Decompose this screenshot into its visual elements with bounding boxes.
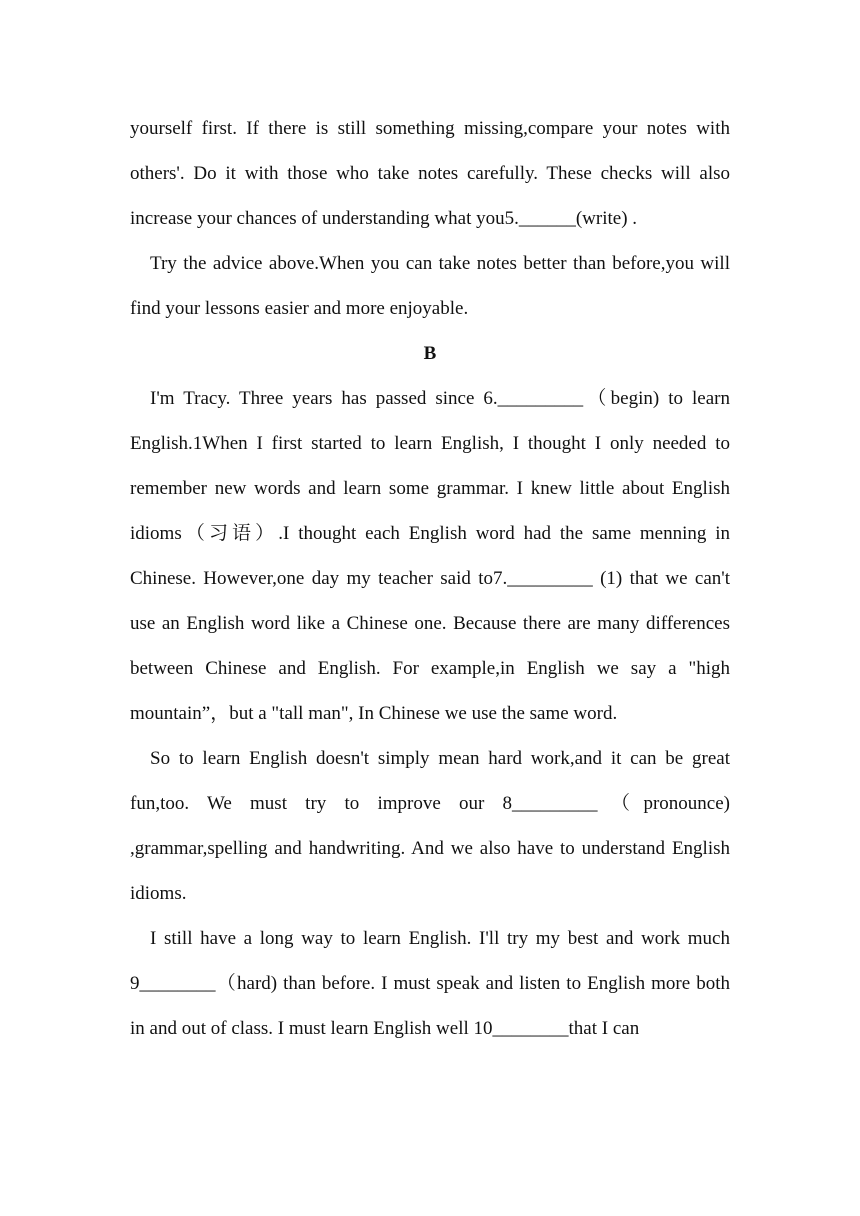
paragraph-a-continuation: yourself first. If there is still something missing,compare your notes with others'. Do it with those who take notes carefully. These checks will also increase your chances of understanding what you5.______(write) . xyxy=(130,118,730,229)
paragraph-b-2: So to learn English doesn't simply mean hard work,and it can be great fun,too. We must try to improve our 8_________（pronounce) ,grammar,spelling and handwriting. And we also have to understand English idioms. xyxy=(130,748,730,904)
paragraph-a-conclusion: Try the advice above.When you can take notes better than before,you will find your lessons easier and more enjoyable. xyxy=(130,253,730,319)
section-b-heading: B xyxy=(423,343,437,364)
document-body xyxy=(130,106,730,1051)
paragraph-b-1: I'm Tracy. Three years has passed since 6._________（begin) to learn English.1When I first started to learn English, I thought I only needed to remember new words and learn some grammar. I knew little about English idioms（习语）.I thought each English word had the same menning in Chinese. However,one day my teacher said to7._________ (1) that we can't use an English word like a Chinese one. Because there are many differences between Chinese and English. For example,in English we say a "high mountain”，but a "tall man", In Chinese we use the same word. xyxy=(130,388,730,724)
paragraph-b-3: I still have a long way to learn English. I'll try my best and work much 9________（hard) than before. I must speak and listen to English more both in and out of class. I must learn English well 10________that I can xyxy=(130,928,730,1039)
